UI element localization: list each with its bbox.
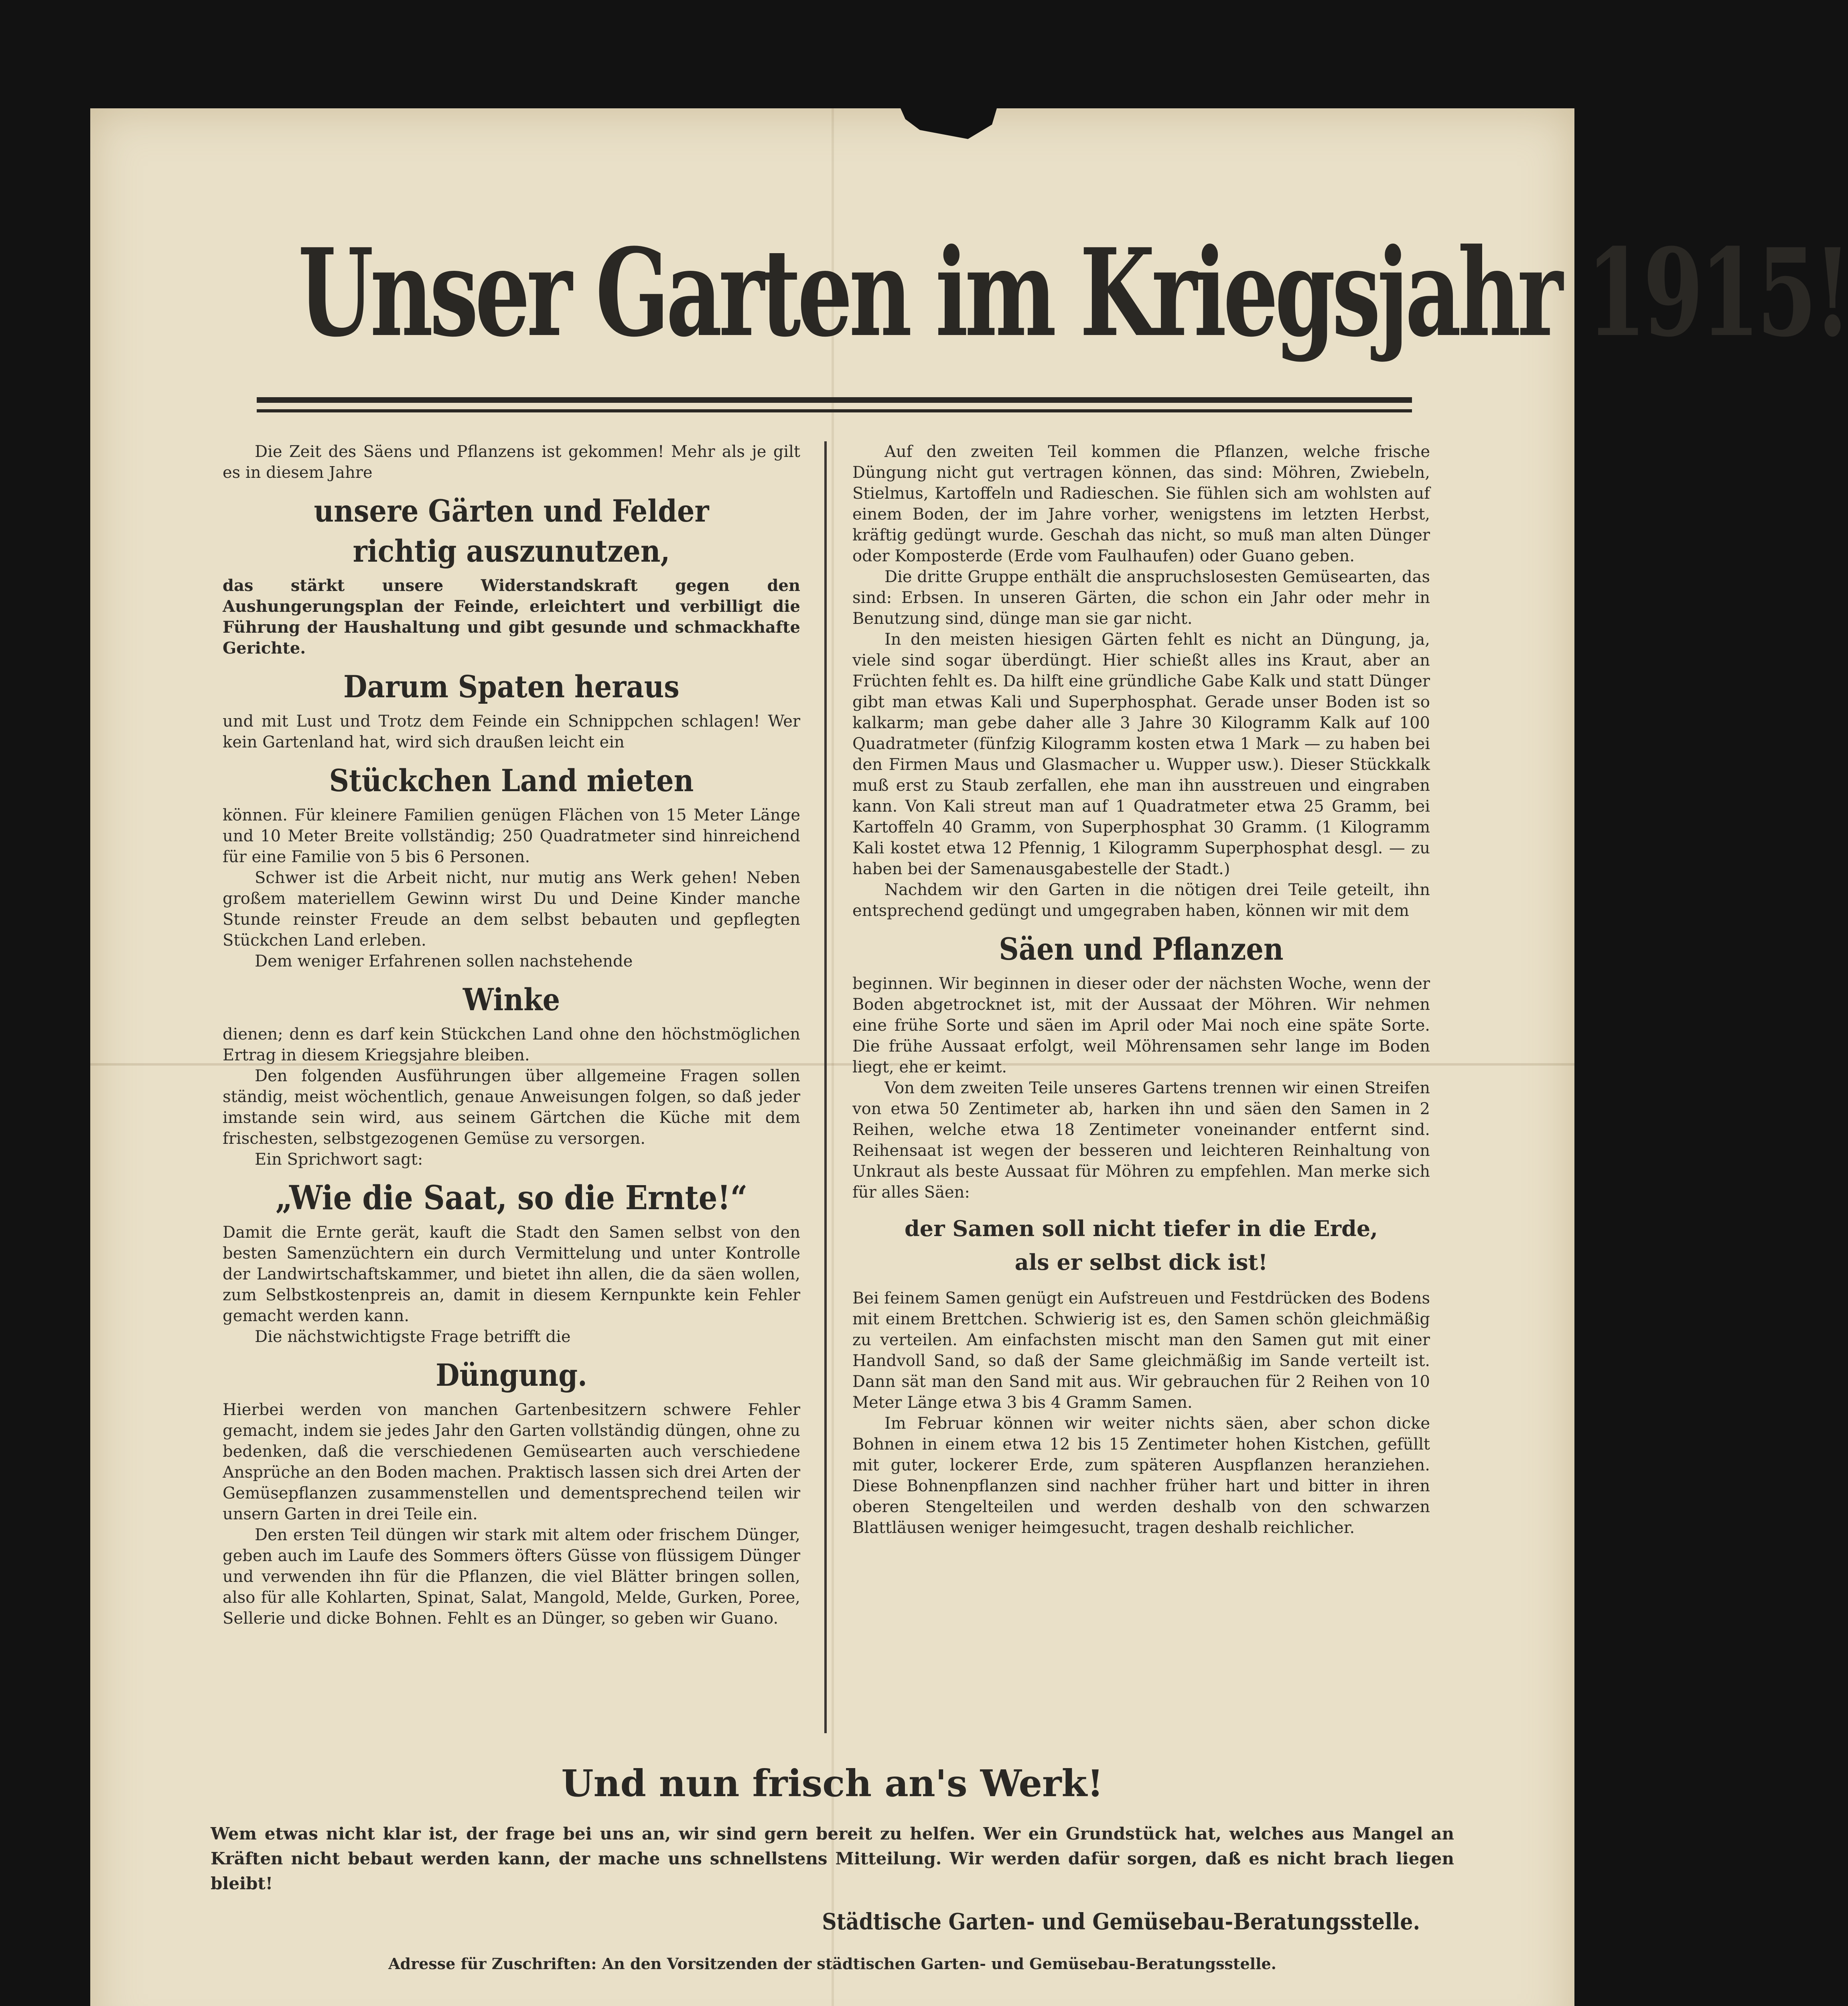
subheading: der Samen soll nicht tiefer in die Erde,: [905, 1216, 1378, 1241]
heading: Düngung.: [436, 1357, 587, 1393]
poster-title: Unser Garten im Kriegsjahr 1915!: [298, 222, 1848, 363]
torn-edge: [901, 108, 997, 144]
paragraph: können. Für kleinere Familien genügen Flächen von 15 Meter Länge und 10 Meter Breite vollständig; 250 Quadratmeter sind hinreichend für eine Familie von 5 bis 6 Personen.: [223, 806, 800, 866]
paragraph: Schwer ist die Arbeit nicht, nur mutig ans Werk gehen! Neben großem materiellem Gewinn wirst Du und Deine Kinder manche Stunde reinster Freude an dem selbst bebauten und gepflegten Stückchen Land erleben.: [223, 869, 800, 950]
bottom-headline: Und nun frisch an's Werk!: [561, 1762, 1104, 1805]
paragraph: beginnen. Wir beginnen in dieser oder der nächsten Woche, wenn der Boden abgetrocknet ist, mit der Aussaat der Möhren. Wir nehmen eine frühe Sorte und säen im April oder Mai noch eine späte Sorte. Die frühe Aussaat erfolgt, weil Möhrensamen sehr lange im Boden liegt, ehe er keimt.: [852, 975, 1430, 1076]
paragraph: Auf den zweiten Teil kommen die Pflanzen, welche frische Düngung nicht gut vertragen können, das sind: Möhren, Zwiebeln, Stielmus, Kartoffeln und Radieschen. Sie fühlen sich am wohlsten auf einem Boden, der im Jahre vorher, wenigstens im letzten Herbst, kräftig gedüngt wurde. Geschah das nicht, so muß man alten Dünger oder Komposterde (Erde vom Faulhaufen) oder Guano geben.: [852, 443, 1430, 565]
heading: unsere Gärten und Felder: [314, 493, 709, 529]
paragraph: Die Zeit des Säens und Pflanzens ist gekommen! Mehr als je gilt es in diesem Jahre: [223, 443, 800, 482]
address-line: Adresse für Zuschriften: An den Vorsitzenden der städtischen Garten- und Gemüsebau-Beratungsstelle.: [388, 1955, 1276, 1973]
paragraph: Dem weniger Erfahrenen sollen nachstehende: [255, 952, 633, 971]
signature: Städtische Garten- und Gemüsebau-Beratungsstelle.: [822, 1909, 1420, 1935]
paragraph: Damit die Ernte gerät, kauft die Stadt den Samen selbst von den besten Samenzüchtern ein durch Vermittelung und unter Kontrolle der Landwirtschaftskammer, und bietet ihn allen, die da säen wollen, zum Selbstkostenpreis an, damit in diesem Kernpunkte kein Fehler gemacht werden kann.: [223, 1223, 800, 1325]
column-divider: [824, 441, 827, 1733]
heading: „Wie die Saat, so die Ernte!“: [275, 1179, 748, 1217]
paragraph: Den folgenden Ausführungen über allgemeine Fragen sollen ständig, meist wöchentlich, genaue Anweisungen folgen, so daß jeder imstande sein wird, aus seinem Gärtchen die Küche mit dem frischesten, selbstgezogenen Gemüse zu versorgen.: [223, 1067, 800, 1148]
heading: Säen und Pflanzen: [999, 931, 1284, 967]
paragraph: das stärkt unsere Widerstandskraft gegen den Aushungerungsplan der Feinde, erleichtert und verbilligt die Führung der Haushaltung und gibt gesunde und schmackhafte Gerichte.: [223, 576, 800, 658]
heading: richtig auszunutzen,: [353, 533, 670, 569]
left-column: [223, 441, 800, 1629]
paragraph: In den meisten hiesigen Gärten fehlt es nicht an Düngung, ja, viele sind sogar überdüngt. Hier schießt alles ins Kraut, aber an Früchten fehlt es. Da hilft eine gründliche Gabe Kalk und statt Dünger gibt man etwas Kali und Superphosphat. Gerade unser Boden ist so kalkarm; man gebe daher alle 3 Jahre 30 Kilogramm Kalk auf 100 Quadratmeter (fünfzig Kilogramm kosten etwa 1 Mark — zu haben bei den Firmen Maus und Glasmacher u. Wupper usw.). Dieser Stückkalk muß erst zu Staub zerfallen, ehe man ihn ausstreuen und eingraben kann. Von Kali streut man auf 1 Quadratmeter etwa 25 Gramm, bei Kartoffeln 40 Gramm, von Superphosphat 30 Gramm. (1 Kilogramm Kali kostet etwa 12 Pfennig, 1 Kilogramm Superphosphat desgl. — zu haben bei der Samenausgabestelle der Stadt.): [852, 630, 1430, 878]
title-rule: [257, 409, 1412, 412]
paragraph: und mit Lust und Trotz dem Feinde ein Schnippchen schlagen! Wer kein Gartenland hat, wird sich draußen leicht ein: [223, 712, 800, 751]
poster-sheet: [90, 108, 1848, 2006]
paragraph: Bei feinem Samen genügt ein Aufstreuen und Festdrücken des Bodens mit einem Brettchen. Schwierig ist es, den Samen schön gleichmäßig zu verteilen. Am einfachsten mischt man den Samen gut mit einer Handvoll Sand, so daß der Same gleichmäßig im Sande verteilt ist. Dann sät man den Sand mit aus. Wir gebrauchen für 2 Reihen von 10 Meter Länge etwa 3 bis 4 Gramm Samen.: [852, 1289, 1430, 1412]
bottom-paragraph: Wem etwas nicht klar ist, der frage bei uns an, wir sind gern bereit zu helfen. Wer ein Grundstück hat, welches aus Mangel an Kräften nicht bebaut werden kann, der mache uns schnellstens Mitteilung. Wir werden dafür sorgen, daß es nicht brach liegen bleibt!: [211, 1824, 1454, 1893]
paragraph: Im Februar können wir weiter nichts säen, aber schon dicke Bohnen in einem etwa 12 bis 15 Zentimeter hohen Kistchen, gefüllt mit guter, lockerer Erde, zum späteren Auspflanzen heranziehen. Diese Bohnenpflanzen sind nachher früher hart und bitter in ihren oberen Stengelteilen und werden deshalb von den schwarzen Blattläusen weniger heimgesucht, tragen deshalb reichlicher.: [852, 1414, 1430, 1537]
title-rule: [257, 397, 1412, 403]
heading: Darum Spaten heraus: [343, 669, 680, 705]
paragraph: Hierbei werden von manchen Gartenbesitzern schwere Fehler gemacht, indem sie jedes Jahr den Garten vollständig düngen, ohne zu bedenken, daß die verschiedenen Gemüsearten auch verschiedene Ansprüche an den Boden machen. Praktisch lassen sich drei Arten der Gemüsepflanzen zusammenstellen und dementsprechend teilen wir unsern Garten in drei Teile ein.: [223, 1401, 800, 1523]
heading: Winke: [463, 982, 560, 1017]
paragraph: dienen; denn es darf kein Stückchen Land ohne den höchstmöglichen Ertrag in diesem Kriegsjahre bleiben.: [223, 1025, 800, 1064]
paragraph: Die dritte Gruppe enthält die anspruchslosesten Gemüsearten, das sind: Erbsen. In unseren Gärten, die schon ein Jahr oder mehr in Benutzung sind, dünge man sie gar nicht.: [852, 568, 1430, 628]
right-column: [852, 441, 1430, 1538]
paragraph: Nachdem wir den Garten in die nötigen drei Teile geteilt, ihn entsprechend gedüngt und umgegraben haben, können wir mit dem: [852, 881, 1430, 920]
fold-line-vertical: [832, 108, 834, 2006]
heading: Stückchen Land mieten: [329, 763, 694, 798]
paragraph: Ein Sprichwort sagt:: [255, 1150, 423, 1169]
subheading: als er selbst dick ist!: [1014, 1249, 1268, 1275]
paragraph: Den ersten Teil düngen wir stark mit altem oder frischem Dünger, geben auch im Laufe des Sommers öfters Güsse von flüssigem Dünger und verwenden ihn für die Pflanzen, die viel Blätter bringen sollen, also für alle Kohlarten, Spinat, Salat, Mangold, Melde, Gurken, Poree, Sellerie und dicke Bohnen. Fehlt es an Dünger, so geben wir Guano.: [223, 1526, 800, 1628]
paragraph: Von dem zweiten Teile unseres Gartens trennen wir einen Streifen von etwa 50 Zentimeter ab, harken ihn und säen den Samen in 2 Reihen, welche etwa 18 Zentimeter voneinander entfernt sind. Reihensaat ist wegen der besseren und leichteren Reinhaltung von Unkraut als beste Aussaat für Möhren zu empfehlen. Man merke sich für alles Säen:: [852, 1079, 1430, 1202]
paragraph: Die nächstwichtigste Frage betrifft die: [255, 1328, 571, 1346]
